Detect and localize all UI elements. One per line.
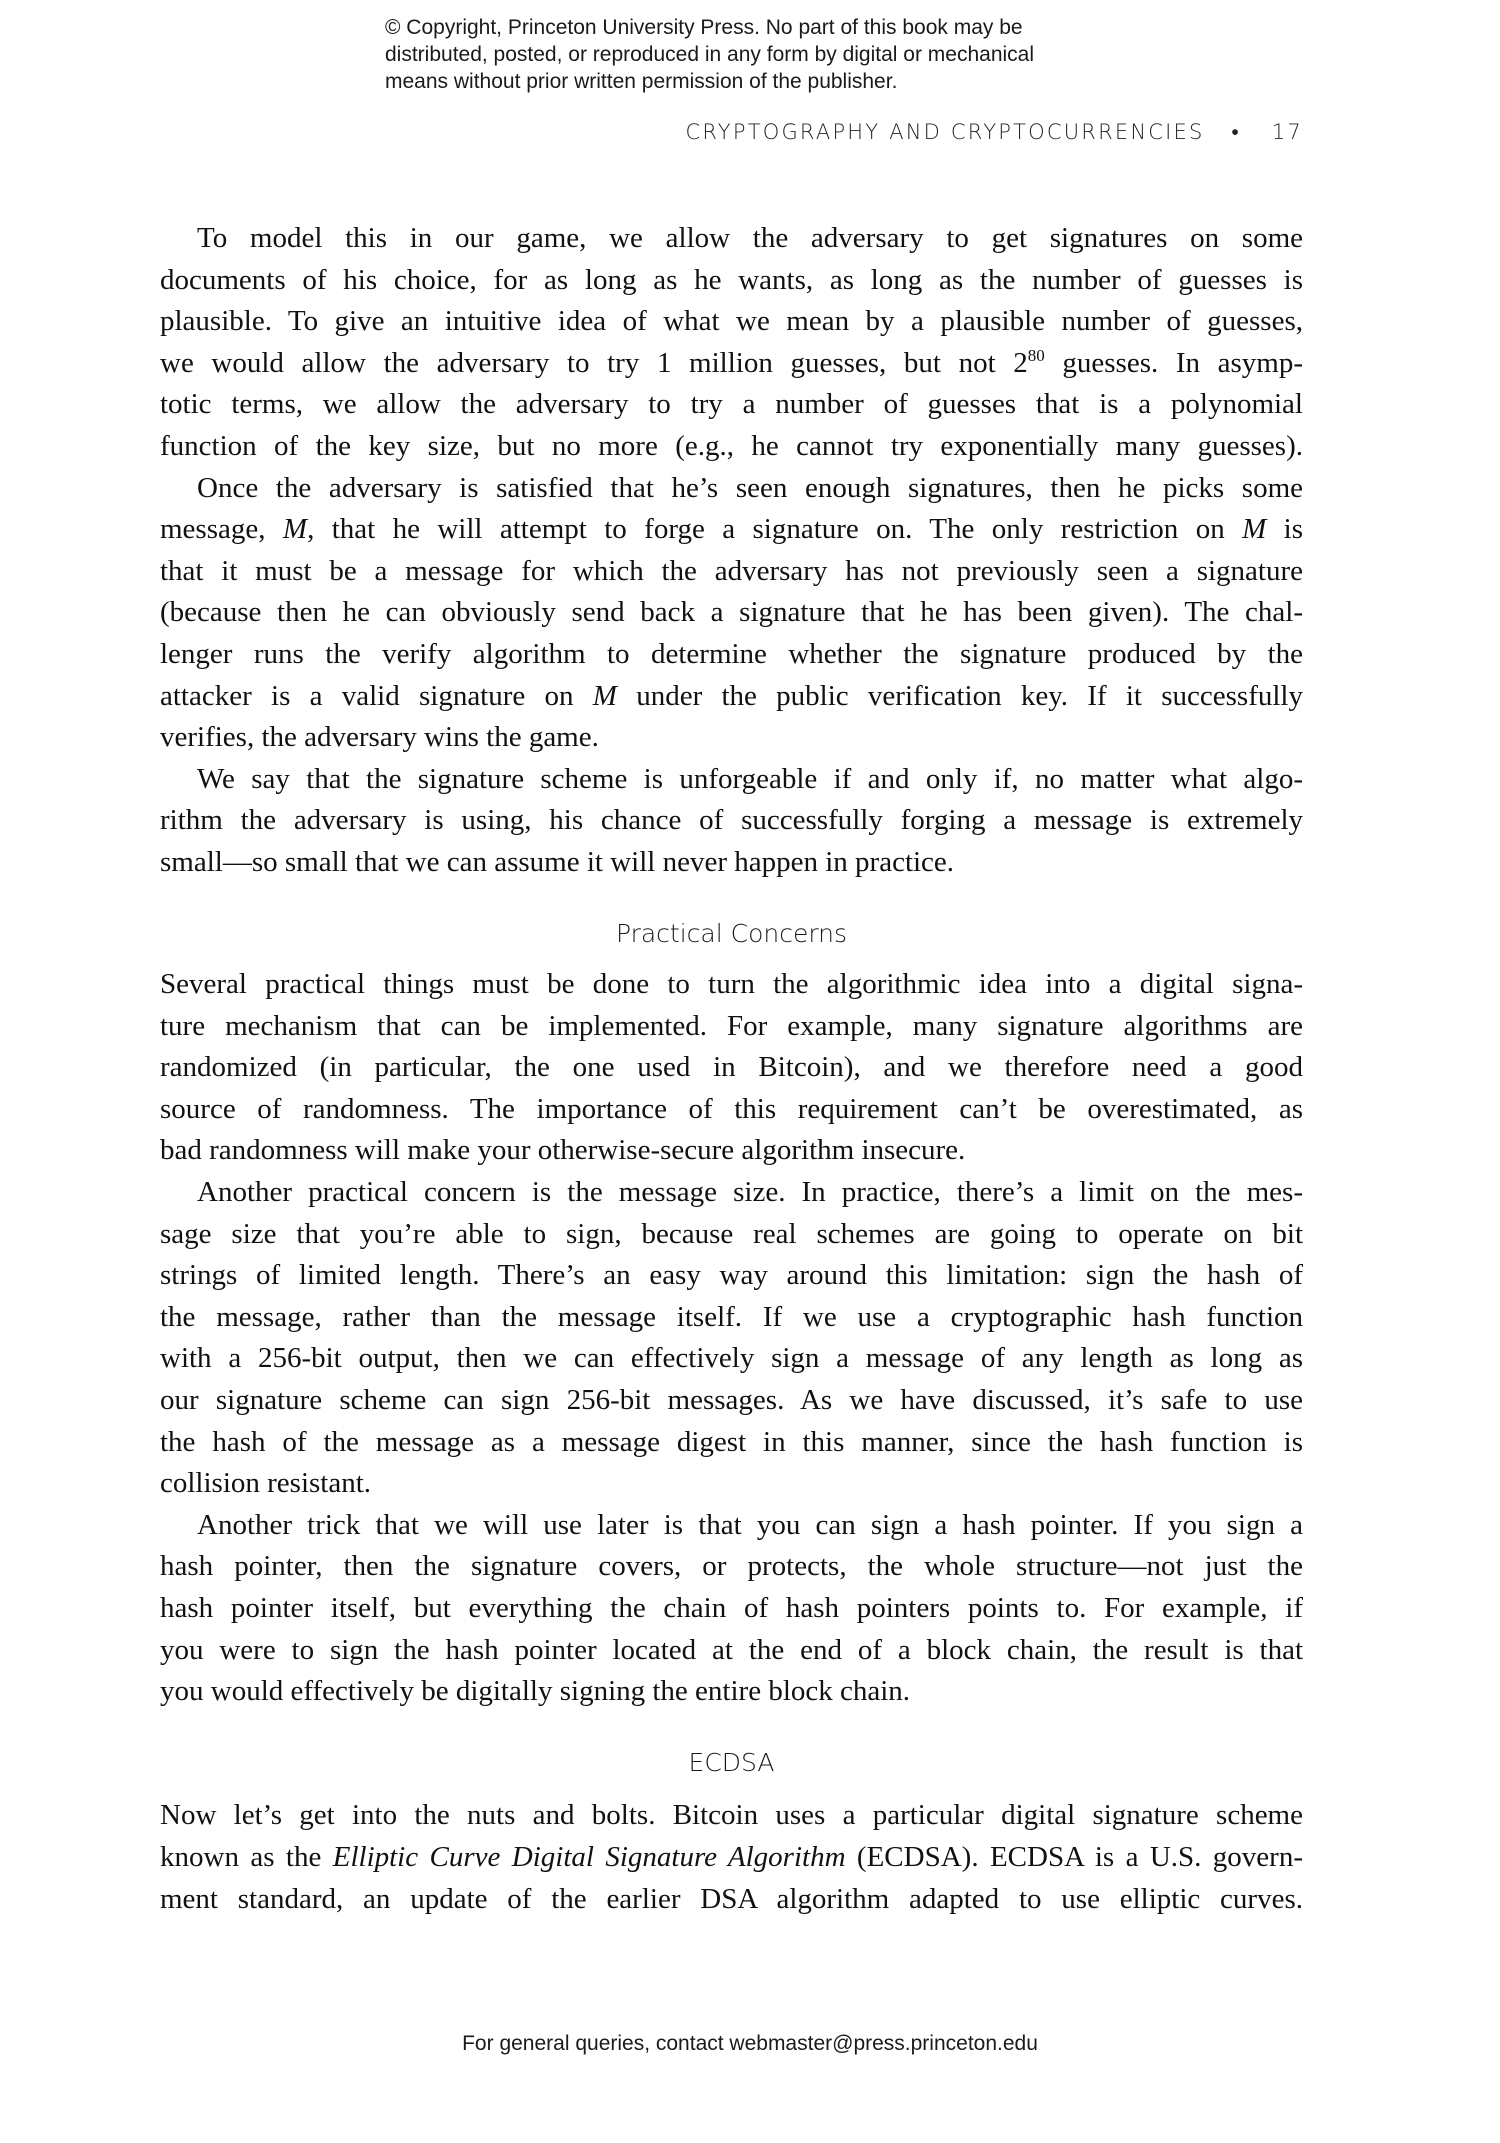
text-line: hash pointer itself, but everything the chain of hash pointers points to. For example, if — [160, 1592, 1303, 1624]
text-line: plausible. To give an intuitive idea of what we mean by a plausible number of guesses, — [160, 305, 1303, 338]
text-line: function of the key size, but no more (e.g., he cannot try exponentially many guesses). — [160, 429, 1303, 462]
superscript-exponent: 80 — [1027, 345, 1045, 365]
running-head — [686, 120, 1304, 145]
text-span: attacker is a valid signature on — [160, 679, 593, 712]
italic-term: Elliptic Curve Digital Signature Algorithm — [332, 1840, 846, 1873]
copyright-line: distributed, posted, or reproduced in any form by digital or mechanical — [385, 43, 1035, 66]
text-line: (because then he can obviously send back a signature that he has been given). The chal- — [160, 596, 1303, 629]
math-variable: M — [1242, 513, 1267, 546]
text-line: small—so small that we can assume it will never happen in practice. — [160, 845, 955, 878]
section-heading-ecdsa: ECDSA — [688, 1747, 775, 1777]
text-span: known as the — [160, 1840, 333, 1873]
text-line: source of randomness. The importance of this requirement can’t be overestimated, as — [160, 1092, 1303, 1125]
footer-contact: For general queries, contact webmaster@press.princeton.edu — [462, 2032, 1038, 2055]
math-variable: M — [592, 679, 617, 712]
text-span: under the public verification key. If it successfully — [616, 679, 1303, 712]
text-line: We say that the signature scheme is unforgeable if and only if, no matter what algo- — [197, 762, 1303, 795]
text-line: that it must be a message for which the adversary has not previously seen a signature — [160, 554, 1303, 587]
text-line: the message, rather than the message itself. If we use a cryptographic hash function — [160, 1300, 1303, 1333]
text-line: strings of limited length. There’s an easy way around this limitation: sign the hash of — [160, 1259, 1303, 1292]
math-variable: M — [282, 513, 308, 546]
spacer — [160, 954, 1303, 964]
text-line — [160, 676, 1303, 718]
text-line: documents of his choice, for as long as he wants, as long as the number of guesses is — [160, 263, 1303, 296]
text-line: Another trick that we will use later is that you can sign a hash pointer. If you sign a — [197, 1508, 1303, 1541]
text-line: randomized (in particular, the one used in Bitcoin), and we therefore need a good — [160, 1051, 1303, 1084]
paragraph — [160, 759, 1303, 884]
text-span: message, — [160, 513, 283, 546]
text-line — [160, 509, 1303, 551]
text-line: Several practical things must be done to turn the algorithmic idea into a digital signa- — [160, 968, 1303, 1001]
copyright-line: © Copyright, Princeton University Press. No part of this book may be — [385, 16, 1023, 39]
paragraph — [160, 1505, 1303, 1713]
text-line: Now let’s get into the nuts and bolts. Bitcoin uses a particular digital signature scheme — [160, 1799, 1303, 1832]
text-line: the hash of the message as a message digest in this manner, since the hash function is — [160, 1425, 1303, 1458]
spacer — [160, 1783, 1303, 1795]
text-line: ment standard, an update of the earlier DSA algorithm adapted to use elliptic curves. — [160, 1882, 1303, 1915]
text-line: ture mechanism that can be implemented. For example, many signature algorithms are — [160, 1009, 1303, 1042]
page-body — [160, 218, 1303, 1920]
page-number: 17 — [1271, 120, 1303, 144]
copyright-notice — [385, 14, 1145, 95]
text-line: Another practical concern is the message size. In practice, there’s a limit on the mes- — [197, 1176, 1303, 1209]
text-line: you were to sign the hash pointer located at the end of a block chain, the result is that — [160, 1633, 1303, 1666]
text-line: you would effectively be digitally signing the entire block chain. — [160, 1675, 911, 1708]
text-line: Once the adversary is satisfied that he’s seen enough signatures, then he picks some — [197, 471, 1303, 504]
text-line: sage size that you’re able to sign, because real schemes are going to operate on bit — [160, 1217, 1303, 1250]
text-span: (ECDSA). ECDSA is a U.S. govern- — [845, 1840, 1303, 1873]
text-span: is — [1266, 513, 1303, 546]
text-line — [160, 1837, 1303, 1879]
text-line — [160, 343, 1303, 385]
text-span: , that he will attempt to forge a signature on. The only restriction on — [307, 513, 1243, 546]
spacer — [160, 884, 1303, 913]
text-line: bad randomness will make your otherwise-secure algorithm insecure. — [160, 1134, 966, 1167]
paragraph — [160, 218, 1303, 468]
text-span: we would allow the adversary to try 1 million guesses, but not 2 — [160, 346, 1028, 379]
text-line: our signature scheme can sign 256-bit messages. As we have discussed, it’s safe to use — [160, 1384, 1303, 1417]
spacer — [160, 1713, 1303, 1742]
text-line: totic terms, we allow the adversary to try a number of guesses that is a polynomial — [160, 388, 1303, 421]
text-line: lenger runs the verify algorithm to determine whether the signature produced by the — [160, 637, 1303, 670]
text-line: collision resistant. — [160, 1467, 372, 1500]
text-line: verifies, the adversary wins the game. — [160, 721, 599, 754]
paragraph — [160, 1795, 1303, 1920]
running-head-title: CRYPTOGRAPHY AND CRYPTOCURRENCIES — [685, 120, 1205, 144]
section-heading-practical-concerns: Practical Concerns — [615, 918, 848, 948]
paragraph — [160, 468, 1303, 759]
paragraph — [160, 964, 1303, 1172]
text-line: To model this in our game, we allow the adversary to get signatures on some — [197, 222, 1303, 254]
text-line: hash pointer, then the signature covers, or protects, the whole structure—not just the — [160, 1550, 1303, 1583]
text-span: guesses. In asymp- — [1044, 346, 1303, 379]
bullet-separator-icon: • — [1231, 120, 1241, 144]
text-line: rithm the adversary is using, his chance of successfully forging a message is extremely — [160, 804, 1303, 837]
copyright-line: means without prior written permission of the publisher. — [385, 70, 898, 93]
text-line: with a 256-bit output, then we can effectively sign a message of any length as long as — [160, 1342, 1303, 1375]
paragraph — [160, 1172, 1303, 1505]
